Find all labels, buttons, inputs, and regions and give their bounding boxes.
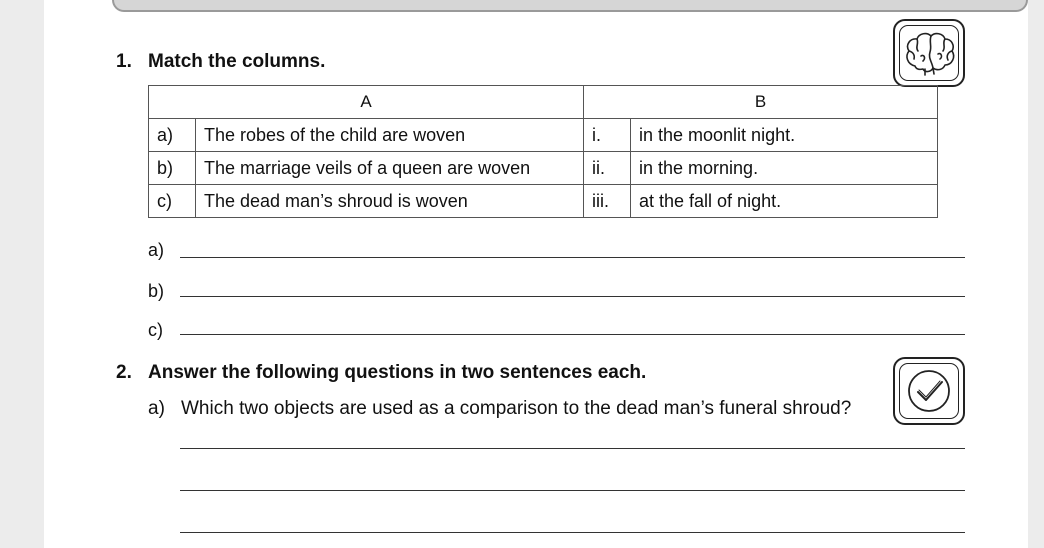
row-numeral: iii. bbox=[584, 185, 631, 218]
question-2-number: 2. bbox=[116, 362, 132, 383]
previous-page-edge bbox=[112, 0, 1028, 12]
row-label: c) bbox=[149, 185, 196, 218]
question-1-text: Match the columns. bbox=[148, 51, 326, 72]
checkmark-icon bbox=[902, 366, 956, 416]
row-label: b) bbox=[149, 152, 196, 185]
row-numeral: ii. bbox=[584, 152, 631, 185]
column-a-header: A bbox=[149, 86, 584, 119]
column-a-cell: The robes of the child are woven bbox=[196, 119, 584, 152]
row-numeral: i. bbox=[584, 119, 631, 152]
checkmark-badge bbox=[893, 357, 965, 425]
column-a-cell: The dead man’s shroud is woven bbox=[196, 185, 584, 218]
brain-badge bbox=[893, 19, 965, 87]
question-1-title bbox=[116, 51, 325, 73]
question-2-title bbox=[116, 362, 646, 384]
table-row bbox=[149, 152, 938, 185]
worksheet-page bbox=[44, 0, 1028, 548]
question-2a bbox=[148, 398, 851, 420]
question-1-number: 1. bbox=[116, 51, 132, 72]
answer-line-c[interactable] bbox=[180, 334, 965, 335]
column-b-cell: in the morning. bbox=[631, 152, 938, 185]
answer-line-b[interactable] bbox=[180, 296, 965, 297]
table-header-row bbox=[149, 86, 938, 119]
answer-label-c: c) bbox=[148, 320, 163, 340]
answer-line-2a-3[interactable] bbox=[180, 532, 965, 533]
match-columns-table bbox=[148, 85, 938, 218]
question-2-text: Answer the following questions in two sentences each. bbox=[148, 362, 647, 383]
question-2a-label: a) bbox=[148, 398, 165, 419]
column-b-cell: at the fall of night. bbox=[631, 185, 938, 218]
column-b-header: B bbox=[584, 86, 938, 119]
row-label: a) bbox=[149, 119, 196, 152]
table-row bbox=[149, 119, 938, 152]
column-a-cell: The marriage veils of a queen are woven bbox=[196, 152, 584, 185]
answer-label-b: b) bbox=[148, 281, 165, 301]
question-2a-text: Which two objects are used as a comparison to the dead man’s funeral shroud? bbox=[181, 398, 852, 419]
answer-line-a[interactable] bbox=[180, 257, 965, 258]
table-row bbox=[149, 185, 938, 218]
answer-line-2a-2[interactable] bbox=[180, 490, 965, 491]
answer-line-2a-1[interactable] bbox=[180, 448, 965, 449]
column-b-cell: in the moonlit night. bbox=[631, 119, 938, 152]
brain-icon bbox=[901, 28, 957, 78]
answer-label-a: a) bbox=[148, 240, 165, 260]
